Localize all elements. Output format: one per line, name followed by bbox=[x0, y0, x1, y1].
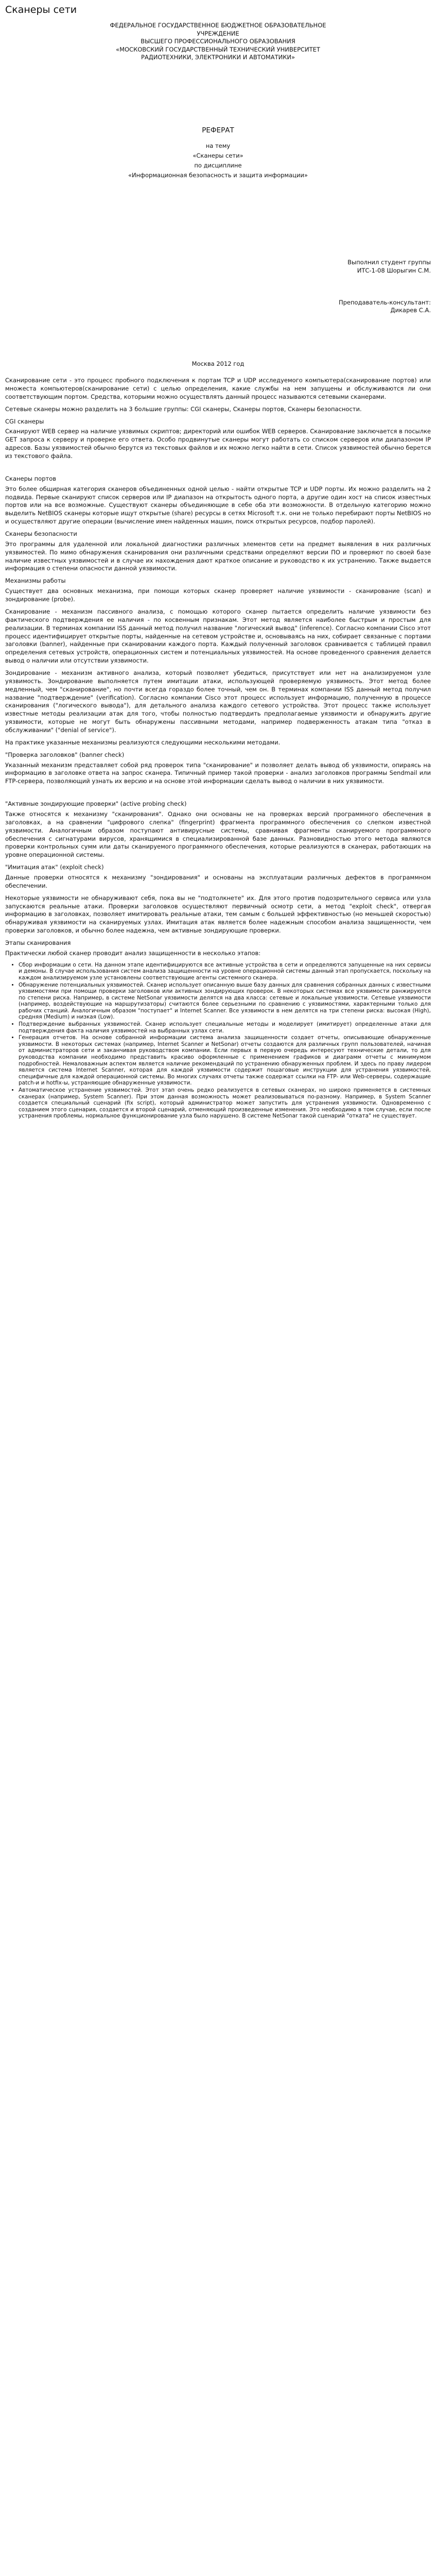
heading-mechanisms: Механизмы работы bbox=[5, 577, 66, 585]
heading-cgi: CGI сканеры bbox=[5, 417, 44, 425]
consultant-block bbox=[5, 299, 431, 315]
stages-list bbox=[5, 962, 431, 1120]
heading-stages: Этапы сканирования bbox=[5, 939, 71, 946]
paragraph-ports: Это более общирная категория сканеров объединенных одной целью - найти открытые TCP и UDP порты. Их можно разделить на 2 подвида. Первые сканируют список серверов или IP диапазон на открытость одного порта, а другие один хост на список известных портов или на все возможные. Существуют сканеры объединяющие в себе оба эти возможности. В отдельную категорию можно выделить NetBIOS сканеры которые ищут открытые (share) ресурсы в сетях Microsoft т.к. они не только перебирают порты NetBIOS но и осуществляют другие операции (вычисление имен найденных машин, поиск открытых ресурсов, подбор паролей). bbox=[5, 485, 431, 526]
report-heading: РЕФЕРАТ bbox=[202, 126, 234, 134]
paragraph-stages: Практически любой сканер проводит анализ защищенности в несколько этапов: bbox=[5, 949, 261, 957]
institution-line: ФЕДЕРАЛЬНОЕ ГОСУДАРСТВЕННОЕ БЮДЖЕТНОЕ ОБРАЗОВАТЕЛЬНОЕ bbox=[110, 22, 326, 29]
paragraph-banner-check: Указанный механизм представляет собой ряд проверок типа "сканирование" и позволяет делать вывод об уязвимости, опираясь на информацию в заголовке ответа на запрос сканера. Типичный пример такой проверки - анализ заголовков программы Sendmail или FTP-сервера, позволяющий узнать их версию и на основе этой информации сделать вывод о наличии в них уязвимости. bbox=[5, 761, 431, 785]
signature-block bbox=[5, 259, 431, 315]
report-on-topic: на тему bbox=[205, 142, 231, 150]
list-item: • Генерация отчетов. На основе собранной информации система анализа защищенности создает отчеты, описывающие обнаруженные уязвимости. В некоторых системах (например, Internet Scanner и NetSonar) отчеты создаются для различных групп пользователей, начиная от администраторов сети и заканчивая руководством компании. Если первых в первую очередь интересуют технические детали, то для руководства компании необходимо представить красиво оформленные с применением графиков и диаграмм отчеты с минимумом подробностей. Немаловажным аспектом является наличие рекомендаций по устранению обнаруженных проблем. И здесь по праву лидером является система Internet Scanner, которая для каждой уязвимости содержит пошаговые инструкции для устранения уязвимостей, специфичные для каждой операционной системы. Во многих случаях отчеты также содержат ссылки на FTP- или Web-серверы, содержащие patch-и и hotfix-ы, устраняющие обнаруженные уязвимости. bbox=[19, 1035, 431, 1087]
institution-line: УЧРЕЖДЕНИЕ bbox=[197, 29, 239, 37]
heading-exploit-check: "Имитация атак" (exploit check) bbox=[5, 863, 104, 871]
report-discipline: «Информационная безопасность и защита информации» bbox=[128, 172, 308, 179]
heading-ports: Сканеры портов bbox=[5, 474, 57, 482]
report-discipline-label: по дисциплине bbox=[194, 162, 242, 170]
paragraph-active-probing: Также относятся к механизму "сканирования". Однако они основаны не на проверках версий программного обеспечения в заголовках, а на сравнении "цифрового слепка" (fingerprint) фрагмента программного обеспечения со слепком известной уязвимости. Аналогичным образом поступают антивирусные системы, сравнивая фрагменты сканируемого программного обеспечения с сигнатурами вирусов, хранящимися в специализированной базе данных. Разновидностью этого метода являются проверки контрольных сумм или даты сканируемого программного обеспечения, которые реализуются в сканерах, работающих на уровне операционной системы. bbox=[5, 810, 431, 859]
paragraph-scanning: Сканирование - механизм пассивного анализа, с помощью которого сканер пытается определить наличие уязвимости без фактического подтверждения ее наличия - по косвенным признакам. Этот метод является наиболее быстрым и простым для реализации. В терминах компании ISS данный метод получил название "логический вывод" (inference). Согласно компании Cisco этот процесс идентифицирует открытые порты, найденные на сетевом устройстве и, основываясь на них, собирает связанные с портами заголовки (banner), найденные при сканировании каждого порта. Каждый полученный заголовок сравнивается с таблицей правил определения сетевых устройств, операционных систем и потенциальных уязвимостей. На основе проведенного сравнения делается вывод о наличии или отсутствии уязвимости. bbox=[5, 607, 431, 665]
consultant-value: Дикарев С.А. bbox=[390, 307, 431, 314]
report-body bbox=[5, 377, 431, 1120]
paragraph-intro: Сканирование сети - это процесс пробного подключения к портам TCP и UDP исследуемого компьютера(сканирование портов) или множеста компьютеров(сканирование сети) с целью определения, какие службы на нем запущены и обслуживаются ли они соответствующим портом. Средства, которыми можно осуществлять данный процесс называются сетевыми сканерами. bbox=[5, 377, 431, 400]
paragraph-cgi: Сканируют WEB сервер на наличие уязвимых скриптов; директорий или ошибок WEB серверов. Сканирование заключается в посылке GET запроса к серверу и проверке его ответа. Особо продвинутые сканеры могут работать со списком серверов или диапазоном IP адресов. Базы уязвимостей обычно берутся из текстовых файлов и их можно легко найти в сети. Список уязвимостей обычно берется из текстового файла. bbox=[5, 428, 431, 460]
paragraph-mechanisms: Существует два основных механизма, при помощи которых сканер проверяет наличие уязвимости - сканирование (scan) и зондирование (probe). bbox=[5, 587, 431, 603]
paragraph-categories: Сетевые сканеры можно разделить на 3 большие группы: CGI сканеры, Сканеры портов, Сканеры безопасности. bbox=[5, 405, 362, 413]
report-topic: «Сканеры сети» bbox=[193, 152, 243, 160]
list-item: • Подтверждение выбранных уязвимостей. Сканер использует специальные методы и моделирует (имитирует) определенные атаки для подтверждения факта наличия уязвимостей на выбранных узлах сети. bbox=[19, 1021, 431, 1034]
list-item: • Сбор информации о сети. На данном этапе идентифицируются все активные устройства в сети и определяются запущенные на них сервисы и демоны. В случае использования систем анализа защищенности на уровне операционной системы данный этап пропускается, поскольку на каждом анализируемом узле установлены соответствующие агенты системного сканера. bbox=[19, 962, 431, 981]
institution-line: РАДИОТЕХНИКИ, ЭЛЕКТРОНИКИ И АВТОМАТИКИ» bbox=[141, 54, 295, 61]
report-title-block bbox=[5, 126, 431, 180]
paragraph-practice: На практике указанные механизмы реализуются следующими несколькими методами. bbox=[5, 738, 281, 746]
author-label: Выполнил студент группы bbox=[347, 258, 431, 266]
heading-banner-check: "Проверка заголовков" (banner check) bbox=[5, 751, 125, 758]
page-title: Сканеры сети bbox=[5, 4, 77, 15]
list-item: • Автоматическое устранение уязвимостей. Этот этап очень редко реализуется в сетевых сканерах, но широко применяется в системных сканерах (например, System Scanner). При этом данная возможность может реализовываться по-разному. Например, в System Scanner создается специальный сценарий (fix script), который администратор может запустить для устранения уязвимости. Одновременно с созданием этого сценария, создается и второй сценарий, отменяющий произведенные изменения. Это необходимо в том случае, если после устранения проблемы, нормальное функционирование узла было нарушено. В системе NetSonar такой сценарий "отката" не существует. bbox=[19, 1087, 431, 1120]
consultant-label: Преподаватель-консультант: bbox=[338, 298, 431, 306]
institution-header bbox=[5, 22, 431, 62]
paragraph-security: Это программы для удаленной или локальной диагностики различных элементов сети на предмет выявления в них различных уязвимостей. По мимо обнаружения сканирования они различными средствами определяют версии ПО и проверяют по своей базе наличие известных уязвимостей и в случае их нахождения дают краткое описание и руководство к их устранению. Также выдается информация о степени опасности данной уязвимости. bbox=[5, 540, 431, 572]
institution-line: «МОСКОВСКИЙ ГОСУДАРСТВЕННЫЙ ТЕХНИЧЕСКИЙ УНИВЕРСИТЕТ bbox=[116, 45, 320, 53]
document bbox=[0, 0, 436, 1125]
author-block bbox=[5, 259, 431, 275]
list-item: • Обнаружение потенциальных уязвимостей. Сканер использует описанную выше базу данных для сравнения собранных данных с известными уязвимостями при помощи проверки заголовков или активных зондирующих проверок. В некоторых системах все уязвимости ранжируются по степени риска. Например, в системе NetSonar уязвимости делятся на два класса: сетевые и локальные уязвимости. Сетевые уязвимости (например, воздействующие на маршрутизаторы) считаются более серьезными по сравнению с уязвимостями, характерными только для рабочих станций. Аналогичным образом "поступает" и Internet Scanner. Все уязвимости в нем делятся на три степени риска: высокая (High), средняя (Medium) и низкая (Low). bbox=[19, 982, 431, 1021]
institution-line: ВЫСШЕГО ПРОФЕССИОНАЛЬНОГО ОБРАЗОВАНИЯ bbox=[141, 38, 295, 45]
paragraph-exploit-check-2: Некоторые уязвимости не обнаруживают себя, пока вы не "подтолкнете" их. Для этого против подозрительного сервиса или узла запускаются реальные атаки. Проверки заголовков осуществляют первичный осмотр сети, а метод "exploit check", отвергая информацию в заголовках, позволяет имитировать реальные атаки, тем самым с большей эффективностью (но меньшей скоростью) обнаруживая уязвимости на сканируемых узлах. Имитация атак является более надежным способом анализа защищенности, чем проверки заголовков, и обычно более надежна, чем активные зондирующие проверки. bbox=[5, 894, 431, 935]
city-year: Москва 2012 год bbox=[191, 360, 245, 368]
heading-active-probing: "Активные зондирующие проверки" (active probing check) bbox=[5, 800, 187, 808]
heading-security: Сканеры безопасности bbox=[5, 530, 77, 538]
author-value: ИТС-1-08 Шорыгин С.М. bbox=[357, 266, 431, 274]
paragraph-exploit-check: Данные проверки относятся к механизму "зондирования" и основаны на эксплуатации различных дефектов в программном обеспечении. bbox=[5, 873, 431, 889]
paragraph-probing: Зондирование - механизм активного анализа, который позволяет убедиться, присутствует или нет на анализируемом узле уязвимость. Зондирование выполняется путем имитации атаки, использующей проверяемую уязвимость. Этот метод более медленный, чем "сканирование", но почти всегда гораздо более точный, чем он. В терминах компании ISS данный метод получил название "подтверждение" (verification). Согласно компании Cisco этот процесс использует информацию, полученную в процессе сканирования ("логического вывода"), для детального анализа каждого сетевого устройства. Этот процесс также использует известные методы реализации атак для того, чтобы полностью подтвердить предполагаемые уязвимости и обнаружить другие уязвимости, которые не могут быть обнаружены пассивными методами, например подверженность атакам типа "отказ в обслуживании" ("denial of service"). bbox=[5, 669, 431, 734]
